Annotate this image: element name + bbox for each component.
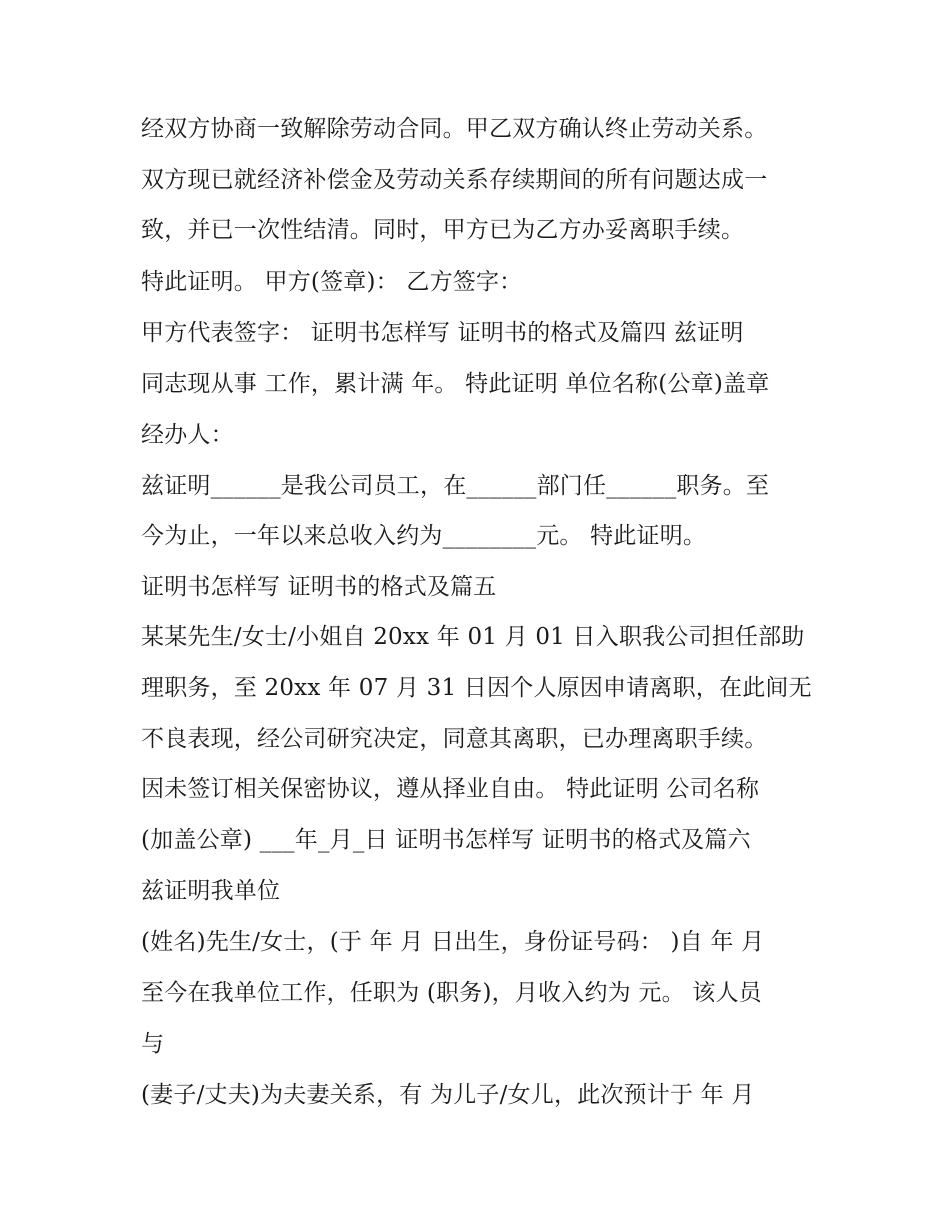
text-line: 致，并已一次性结清。同时，甲方已为乙方办妥离职手续。 (141, 217, 745, 243)
text-line: (加盖公章) ___年_月_日 证明书怎样写 证明书的格式及篇六 (141, 827, 751, 853)
text-line: 同志现从事 工作，累计满 年。 特此证明 单位名称(公章)盖章 (141, 371, 770, 397)
text-line: 不良表现，经公司研究决定，同意其离职，已办理离职手续。 (141, 726, 768, 752)
text-line: 双方现已就经济补偿金及劳动关系存续期间的所有问题达成一 (141, 167, 768, 193)
text-line: 至今在我单位工作，任职为 (职务)，月收入约为 元。 该人员 (141, 980, 762, 1006)
text-line: 经办人： (141, 422, 234, 448)
text-line: 某某先生/女士/小姐自 20xx 年 01 月 01 日入职我公司担任部助 (141, 624, 805, 650)
text-line: (姓名)先生/女士，(于 年 月 日出生，身份证号码： )自 年 月 (141, 929, 765, 955)
text-line: (妻子/丈夫)为夫妻关系，有 为儿子/女儿，此次预计于 年 月 (141, 1082, 755, 1108)
text-line: 甲方代表签字： 证明书怎样写 证明书的格式及篇四 兹证明 (141, 320, 744, 346)
text-line: 特此证明。 甲方(签章)： 乙方签字： (141, 269, 523, 295)
text-line: 今为止，一年以来总收入约为________元。 特此证明。 (141, 523, 707, 549)
text-line: 兹证明我单位 (141, 878, 281, 904)
text-line: 与 (141, 1031, 165, 1057)
section-heading: 证明书怎样写 证明书的格式及篇五 (141, 574, 497, 600)
text-line: 经双方协商一致解除劳动合同。甲乙双方确认终止劳动关系。 (141, 116, 768, 142)
text-line: 兹证明______是我公司员工，在______部门任______职务。至 (141, 473, 770, 499)
text-line: 因未签订相关保密协议，遵从择业自由。 特此证明 公司名称 (141, 776, 760, 802)
text-line: 理职务，至 20xx 年 07 月 31 日因个人原因申请离职，在此间无 (141, 675, 812, 701)
